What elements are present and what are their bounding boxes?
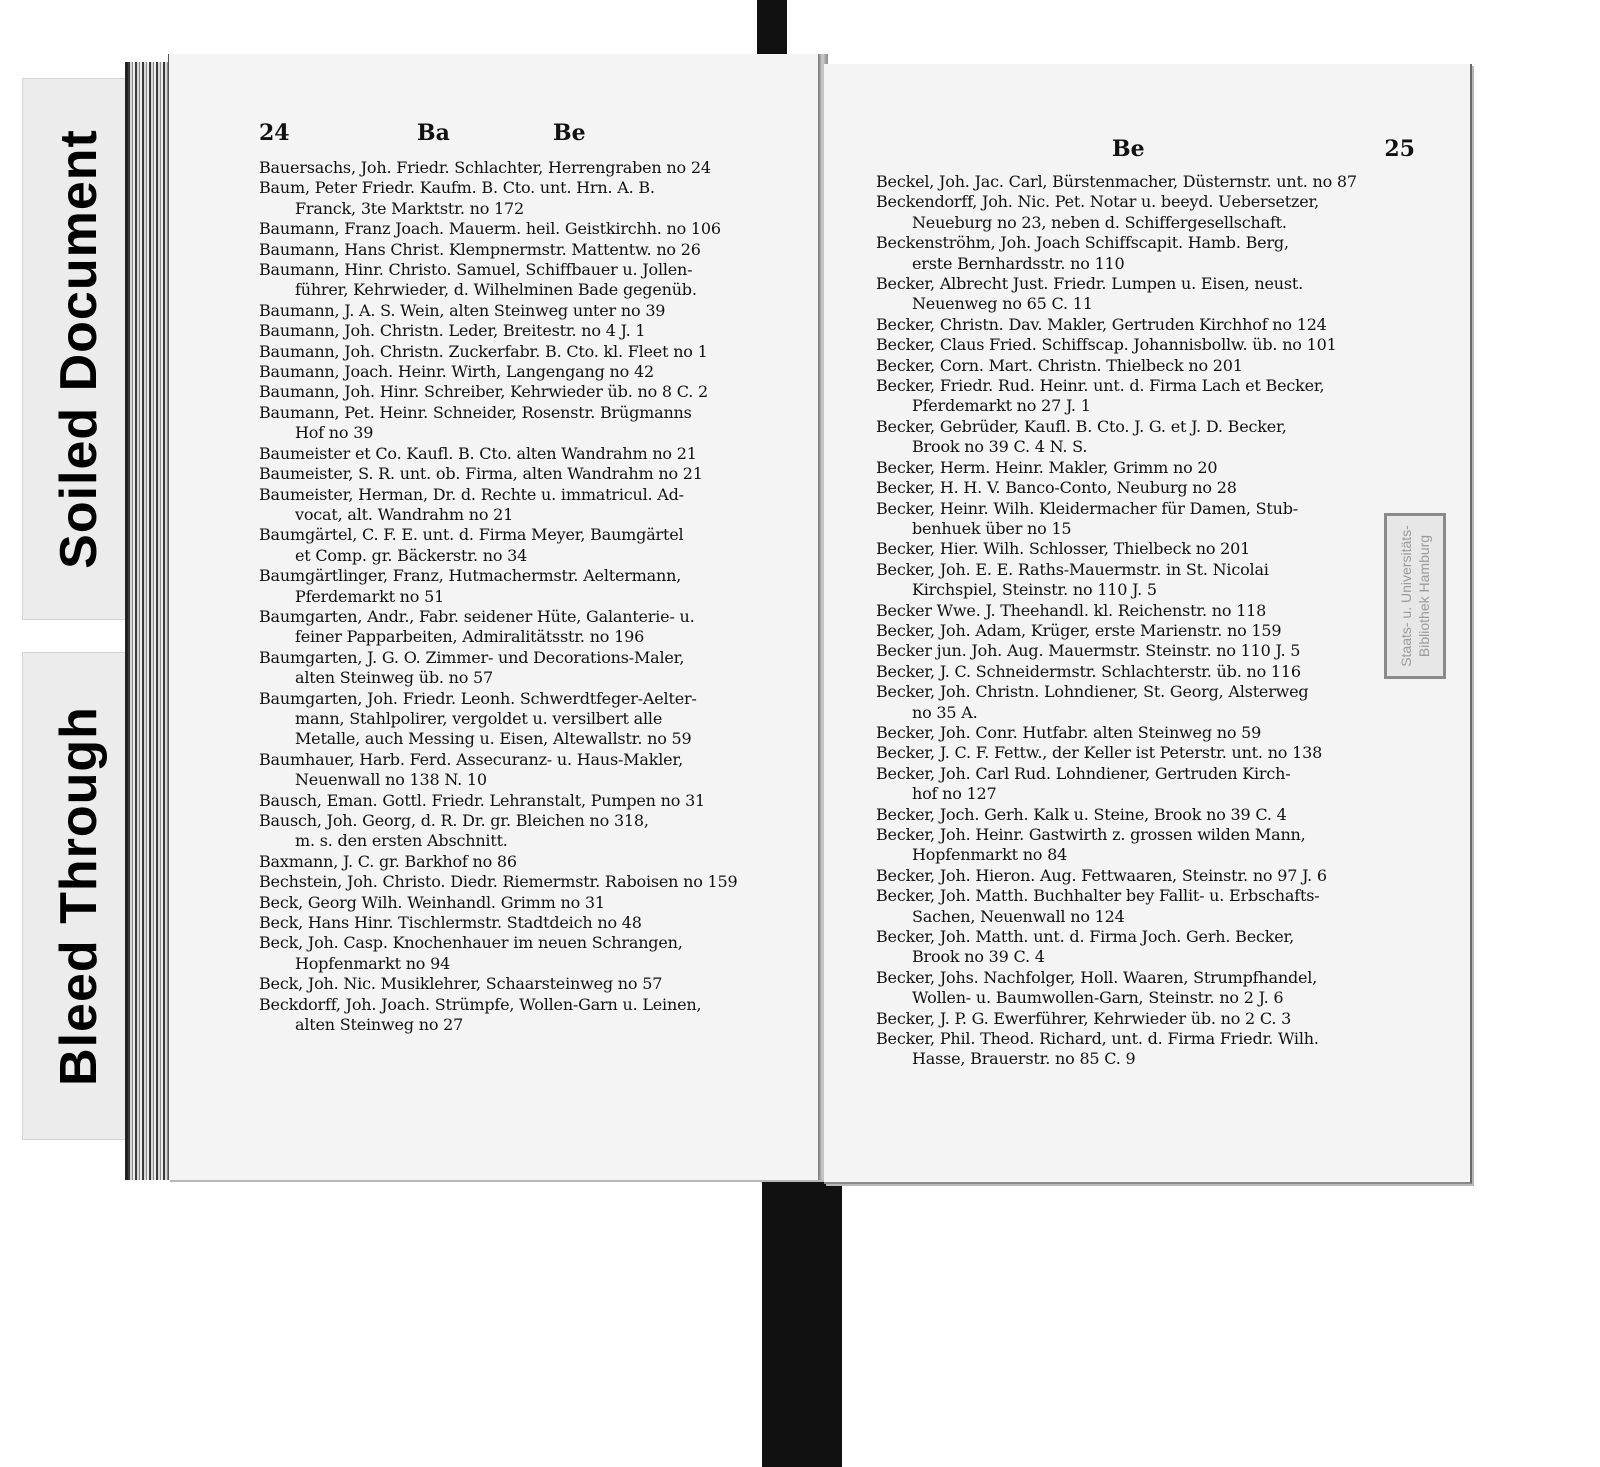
entry-line: Becker, J. C. Schneidermstr. Schlachterstr. üb. no 116 (876, 661, 1301, 681)
entry-line: Baumeister, S. R. unt. ob. Firma, alten Wandrahm no 21 (259, 464, 703, 484)
directory-entry (876, 743, 1416, 763)
directory-entry (876, 499, 1416, 540)
entry-line: Becker, Joh. Hieron. Aug. Fettwaaren, Steinstr. no 97 J. 6 (876, 865, 1327, 885)
entry-line: Becker, Gebrüder, Kaufl. B. Cto. J. G. et J. D. Becker, (876, 416, 1287, 436)
entry-line: Becker, Friedr. Rud. Heinr. unt. d. Firma Lach et Becker, (876, 376, 1325, 396)
entry-line: Becker, Joch. Gerh. Kalk u. Steine, Brook no 39 C. 4 (876, 804, 1287, 824)
entry-line: Becker, H. H. V. Banco-Conto, Neuburg no 28 (876, 478, 1237, 498)
entry-continuation-line: Hopfenmarkt no 94 (295, 953, 451, 973)
entry-line: Becker, Joh. Matth. Buchhalter bey Fallit- u. Erbschafts- (876, 886, 1320, 906)
directory-entry-list (876, 172, 1416, 1070)
soiled-document-text: Soiled Document (50, 129, 108, 569)
entry-line: Becker jun. Joh. Aug. Mauermstr. Steinstr. no 110 J. 5 (876, 641, 1301, 661)
entry-line: Baumgarten, J. G. O. Zimmer- und Decorations-Maler, (259, 647, 685, 667)
page-number: 24 (259, 120, 290, 146)
entry-line: Becker, Herm. Heinr. Makler, Grimm no 20 (876, 457, 1218, 477)
entry-line: Beck, Georg Wilh. Weinhandl. Grimm no 31 (259, 892, 605, 912)
entry-continuation-line: Brook no 39 C. 4 N. S. (912, 437, 1088, 457)
entry-line: Baumeister, Herman, Dr. d. Rechte u. immatricul. Ad- (259, 484, 684, 504)
directory-entry (876, 805, 1416, 825)
entry-continuation-line: alten Steinweg üb. no 57 (295, 668, 494, 688)
entry-continuation-line: Neuenweg no 65 C. 11 (912, 294, 1093, 314)
entry-line: Baumann, Joh. Christn. Zuckerfabr. B. Cto. kl. Fleet no 1 (259, 341, 708, 361)
directory-entry (876, 1009, 1416, 1029)
directory-entry (259, 893, 784, 913)
directory-entry (259, 464, 784, 484)
directory-entry-list (259, 158, 784, 1035)
entry-line: Becker, Joh. Adam, Krüger, erste Marienstr. no 159 (876, 620, 1282, 640)
entry-continuation-line: mann, Stahlpolirer, vergoldet u. versilbert alle (295, 708, 663, 728)
directory-entry (259, 566, 784, 607)
directory-entry (259, 403, 784, 444)
directory-entry (259, 301, 784, 321)
stamp-line: Bibliothek Hamburg (1416, 534, 1432, 658)
directory-entry (259, 362, 784, 382)
entry-line: Baumann, Franz Joach. Mauerm. heil. Geistkirchh. no 106 (259, 219, 721, 239)
directory-entry (876, 927, 1416, 968)
entry-line: Becker, Joh. Conr. Hutfabr. alten Steinweg no 59 (876, 722, 1262, 742)
directory-entry (876, 825, 1416, 866)
running-head: Be (1112, 136, 1145, 162)
entry-line: Beck, Joh. Casp. Knochenhauer im neuen Schrangen, (259, 933, 683, 953)
entry-continuation-line: Neuenwall no 138 N. 10 (295, 770, 487, 790)
directory-entry (876, 478, 1416, 498)
directory-entry (259, 525, 784, 566)
directory-entry (876, 682, 1416, 723)
directory-entry (876, 417, 1416, 458)
directory-entry (876, 1029, 1416, 1070)
directory-entry (259, 321, 784, 341)
entry-continuation-line: et Comp. gr. Bäckerstr. no 34 (295, 545, 528, 565)
soiled-document-label (22, 78, 136, 620)
bleed-through-text: Bleed Through (50, 706, 108, 1086)
directory-entry (876, 315, 1416, 335)
directory-entry (259, 240, 784, 260)
directory-entry (259, 791, 784, 811)
directory-entry (259, 933, 784, 974)
entry-line: Becker, Claus Fried. Schiffscap. Johannisbollw. üb. no 101 (876, 335, 1337, 355)
entry-line: Baumgärtel, C. F. E. unt. d. Firma Meyer, Baumgärtel (259, 525, 684, 545)
directory-entry (259, 852, 784, 872)
entry-line: Becker, Joh. E. E. Raths-Mauermstr. in St. Nicolai (876, 559, 1269, 579)
directory-entry (876, 968, 1416, 1009)
directory-entry (259, 995, 784, 1036)
directory-entry (876, 886, 1416, 927)
entry-line: Becker, Joh. Matth. unt. d. Firma Joch. Gerh. Becker, (876, 927, 1295, 947)
left-page (168, 54, 823, 1180)
directory-entry (876, 866, 1416, 886)
running-head-left: Ba (417, 120, 450, 146)
entry-line: Baum, Peter Friedr. Kaufm. B. Cto. unt. Hrn. A. B. (259, 178, 655, 198)
running-head-right: Be (553, 120, 586, 146)
directory-entry (259, 607, 784, 648)
entry-line: Becker, Joh. Heinr. Gastwirth z. grossen wilden Mann, (876, 825, 1306, 844)
entry-continuation-line: Pferdemarkt no 27 J. 1 (912, 396, 1091, 416)
left-page-header (259, 120, 783, 160)
entry-line: Becker, Phil. Theod. Richard, unt. d. Firma Friedr. Wilh. (876, 1029, 1319, 1049)
entry-line: Becker Wwe. J. Theehandl. kl. Reichenstr. no 118 (876, 600, 1267, 620)
entry-line: Bechstein, Joh. Christo. Diedr. Riemermstr. Raboisen no 159 (259, 872, 738, 892)
directory-entry (876, 601, 1416, 621)
entry-line: Beckdorff, Joh. Joach. Strümpfe, Wollen-Garn u. Leinen, (259, 994, 702, 1014)
entry-line: Baumeister et Co. Kaufl. B. Cto. alten Wandrahm no 21 (259, 443, 697, 463)
entry-continuation-line: Sachen, Neuenwall no 124 (912, 906, 1125, 926)
directory-entry (259, 382, 784, 402)
entry-continuation-line: Wollen- u. Baumwollen-Garn, Steinstr. no 2 J. 6 (912, 988, 1284, 1008)
entry-continuation-line: Kirchspiel, Steinstr. no 110 J. 5 (912, 580, 1157, 600)
directory-entry (876, 723, 1416, 743)
entry-continuation-line: m. s. den ersten Abschnitt. (295, 831, 508, 851)
entry-line: Becker, Joh. Christn. Lohndiener, St. Georg, Alsterweg (876, 682, 1309, 702)
directory-entry (259, 913, 784, 933)
directory-entry (259, 342, 784, 362)
entry-continuation-line: no 35 A. (912, 702, 978, 722)
entry-continuation-line: Metalle, auch Messing u. Eisen, Altewallstr. no 59 (295, 729, 692, 749)
entry-continuation-line: erste Bernhardsstr. no 110 (912, 253, 1125, 273)
library-stamp (1384, 513, 1446, 679)
entry-line: Beckel, Joh. Jac. Carl, Bürstenmacher, Düsternstr. unt. no 87 (876, 172, 1357, 191)
directory-entry (259, 260, 784, 301)
entry-line: Baumann, J. A. S. Wein, alten Steinweg unter no 39 (259, 300, 666, 320)
directory-entry (259, 178, 784, 219)
entry-line: Becker, Corn. Mart. Christn. Thielbeck no 201 (876, 355, 1243, 375)
directory-entry (876, 764, 1416, 805)
bleed-through-label (22, 652, 136, 1140)
directory-entry (876, 376, 1416, 417)
directory-entry (259, 648, 784, 689)
entry-continuation-line: Hasse, Brauerstr. no 85 C. 9 (912, 1049, 1136, 1069)
directory-entry (876, 621, 1416, 641)
entry-line: Bausch, Joh. Georg, d. R. Dr. gr. Bleichen no 318, (259, 811, 649, 830)
entry-continuation-line: führer, Kehrwieder, d. Wilhelminen Bade gegenüb. (295, 280, 697, 300)
book-page-edges (125, 62, 172, 1180)
directory-entry (259, 872, 784, 892)
directory-entry (876, 539, 1416, 559)
entry-continuation-line: Neueburg no 23, neben d. Schiffergesellschaft. (912, 212, 1287, 232)
entry-continuation-line: hof no 127 (912, 784, 997, 804)
directory-entry (259, 219, 784, 239)
entry-line: Bauersachs, Joh. Friedr. Schlachter, Herrengraben no 24 (259, 158, 711, 177)
entry-continuation-line: Hof no 39 (295, 423, 374, 443)
directory-entry (876, 641, 1416, 661)
entry-line: Beck, Joh. Nic. Musiklehrer, Schaarsteinweg no 57 (259, 974, 663, 994)
page-number: 25 (1384, 136, 1415, 162)
entry-line: Becker, Hier. Wilh. Schlosser, Thielbeck no 201 (876, 539, 1251, 559)
directory-entry (876, 172, 1416, 192)
directory-entry (259, 485, 784, 526)
directory-entry (259, 158, 784, 178)
entry-line: Becker, Johs. Nachfolger, Holl. Waaren, Strumpfhandel, (876, 967, 1318, 987)
entry-line: Baxmann, J. C. gr. Barkhof no 86 (259, 851, 517, 871)
entry-line: Becker, J. C. F. Fettw., der Keller ist Peterstr. unt. no 138 (876, 743, 1323, 763)
directory-entry (876, 233, 1416, 274)
right-page (824, 64, 1472, 1184)
directory-entry (876, 192, 1416, 233)
entry-continuation-line: Pferdemarkt no 51 (295, 586, 445, 606)
directory-entry (876, 356, 1416, 376)
entry-line: Baumann, Pet. Heinr. Schneider, Rosenstr. Brügmanns (259, 402, 692, 422)
directory-entry (876, 662, 1416, 682)
entry-line: Baumann, Joh. Hinr. Schreiber, Kehrwieder üb. no 8 C. 2 (259, 382, 708, 402)
entry-continuation-line: Hopfenmarkt no 84 (912, 845, 1068, 865)
entry-line: Bausch, Eman. Gottl. Friedr. Lehranstalt, Pumpen no 31 (259, 790, 706, 810)
directory-entry (259, 811, 784, 852)
entry-line: Baumann, Hans Christ. Klempnermstr. Mattentw. no 26 (259, 239, 701, 259)
entry-line: Baumann, Joach. Heinr. Wirth, Langengang no 42 (259, 362, 654, 382)
entry-line: Becker, Albrecht Just. Friedr. Lumpen u. Eisen, neust. (876, 274, 1304, 294)
directory-entry (259, 444, 784, 464)
entry-line: Becker, Christn. Dav. Makler, Gertruden Kirchhof no 124 (876, 314, 1327, 334)
entry-line: Beckendorff, Joh. Nic. Pet. Notar u. beeyd. Uebersetzer, (876, 192, 1320, 212)
directory-entry (876, 560, 1416, 601)
entry-line: Baumann, Joh. Christn. Leder, Breitestr. no 4 J. 1 (259, 321, 646, 341)
film-divider-bottom (762, 1165, 842, 1467)
directory-entry (876, 335, 1416, 355)
entry-continuation-line: benhuek über no 15 (912, 518, 1072, 538)
entry-line: Beck, Hans Hinr. Tischlermstr. Stadtdeich no 48 (259, 913, 642, 933)
entry-line: Baumgarten, Joh. Friedr. Leonh. Schwerdtfeger-Aelter- (259, 688, 697, 708)
directory-entry (259, 689, 784, 750)
stamp-line: Staats- u. Universitäts- (1398, 525, 1414, 667)
entry-line: Baumann, Hinr. Christo. Samuel, Schiffbauer u. Jollen- (259, 260, 693, 280)
entry-continuation-line: feiner Papparbeiten, Admiralitätsstr. no 196 (295, 627, 645, 647)
entry-line: Baumgarten, Andr., Fabr. seidener Hüte, Galanterie- u. (259, 606, 695, 626)
entry-continuation-line: vocat, alt. Wandrahm no 21 (295, 504, 514, 524)
entry-line: Becker, Joh. Carl Rud. Lohndiener, Gertruden Kirch- (876, 763, 1291, 783)
entry-continuation-line: Brook no 39 C. 4 (912, 947, 1045, 967)
entry-line: Becker, Heinr. Wilh. Kleidermacher für Damen, Stub- (876, 498, 1298, 518)
entry-line: Baumhauer, Harb. Ferd. Assecuranz- u. Haus-Makler, (259, 749, 683, 769)
directory-entry (259, 750, 784, 791)
directory-entry (876, 458, 1416, 478)
directory-entry (259, 974, 784, 994)
entry-line: Becker, J. P. G. Ewerführer, Kehrwieder üb. no 2 C. 3 (876, 1008, 1292, 1028)
right-page-header (874, 136, 1415, 176)
entry-continuation-line: Franck, 3te Marktstr. no 172 (295, 198, 524, 218)
entry-line: Beckenströhm, Joh. Joach Schiffscapit. Hamb. Berg, (876, 233, 1289, 253)
entry-line: Baumgärtlinger, Franz, Hutmachermstr. Aeltermann, (259, 566, 682, 586)
entry-continuation-line: alten Steinweg no 27 (295, 1015, 464, 1035)
directory-entry (876, 274, 1416, 315)
